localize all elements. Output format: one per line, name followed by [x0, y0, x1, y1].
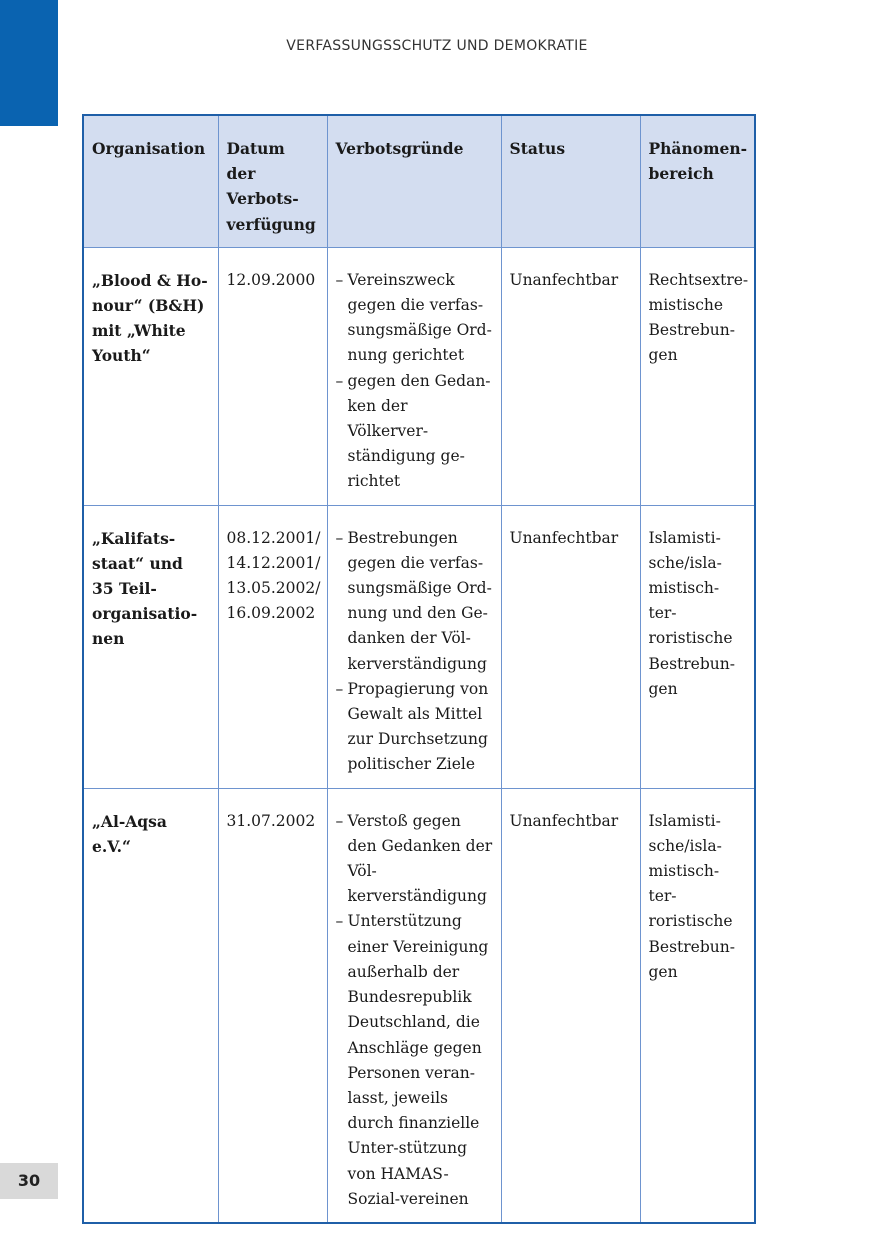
phenomenon-cell: Islamisti-sche/isla-mistisch-ter-roristische Bestrebun-gen — [640, 505, 755, 788]
ban-date: 16.09.2002 — [226, 604, 316, 623]
date-cell — [218, 505, 327, 788]
page-number: 30 — [0, 1163, 58, 1199]
column-header-reasons: Verbotsgründe — [327, 115, 501, 247]
phenomenon-cell: Islamisti-sche/isla-mistisch-ter-roristische Bestrebun-gen — [640, 788, 755, 1223]
ban-orders-table — [82, 114, 756, 1224]
table-row — [83, 247, 755, 505]
organisation-cell: „Al-Aqsa e.V.“ — [83, 788, 218, 1223]
reasons-list — [336, 809, 493, 1212]
table-row — [83, 505, 755, 788]
table-row — [83, 788, 755, 1223]
date-cell — [218, 788, 327, 1223]
column-header-date: Datum der Verbots-verfügung — [218, 115, 327, 247]
reasons-cell — [327, 788, 501, 1223]
reason-item: – Vereinszweck gegen die verfas-sungsmäßige Ord-nung gerichtet — [336, 268, 493, 369]
organisation-cell: „Kalifats-staat“ und 35 Teil-organisatio-nen — [83, 505, 218, 788]
column-header-status: Status — [501, 115, 640, 247]
status-cell: Unanfechtbar — [501, 788, 640, 1223]
reason-item: – gegen den Gedan-ken der Völkerver-ständigung ge-richtet — [336, 369, 493, 495]
reason-item: – Unterstützung einer Vereinigung außerhalb der Bundesrepublik Deutschland, die Anschläge gegen Personen veran-lasst, jeweils durch finanzielle Unter-stützung von HAMAS-Sozial-vereinen — [336, 909, 493, 1211]
status-cell: Unanfechtbar — [501, 505, 640, 788]
reasons-cell — [327, 505, 501, 788]
reason-item: – Verstoß gegen den Gedanken der Völ-kerverständigung — [336, 809, 493, 910]
reasons-list — [336, 526, 493, 778]
phenomenon-cell: Rechtsextre-mistische Bestrebun-gen — [640, 247, 755, 505]
date-cell — [218, 247, 327, 505]
ban-date: 08.12.2001/ — [226, 528, 321, 547]
ban-date: 12.09.2000 — [226, 270, 316, 289]
organisation-cell: „Blood & Ho-nour“ (B&H) mit „White Youth“ — [83, 247, 218, 505]
chapter-color-tab — [0, 0, 58, 126]
reasons-list — [336, 268, 493, 495]
column-header-organisation: Organisation — [83, 115, 218, 247]
running-header: VERFASSUNGSSCHUTZ UND DEMOKRATIE — [286, 38, 588, 54]
reason-item: – Propagierung von Gewalt als Mittel zur Durchsetzung politischer Ziele — [336, 677, 493, 778]
table-header-row — [83, 115, 755, 247]
ban-date: 31.07.2002 — [226, 811, 316, 830]
column-header-phenomenon: Phänomen-bereich — [640, 115, 755, 247]
reasons-cell — [327, 247, 501, 505]
ban-date: 13.05.2002/ — [226, 579, 321, 598]
status-cell: Unanfechtbar — [501, 247, 640, 505]
reason-item: – Bestrebungen gegen die verfas-sungsmäßige Ord-nung und den Ge-danken der Völ-kerverständigung — [336, 526, 493, 677]
ban-date: 14.12.2001/ — [226, 553, 321, 572]
